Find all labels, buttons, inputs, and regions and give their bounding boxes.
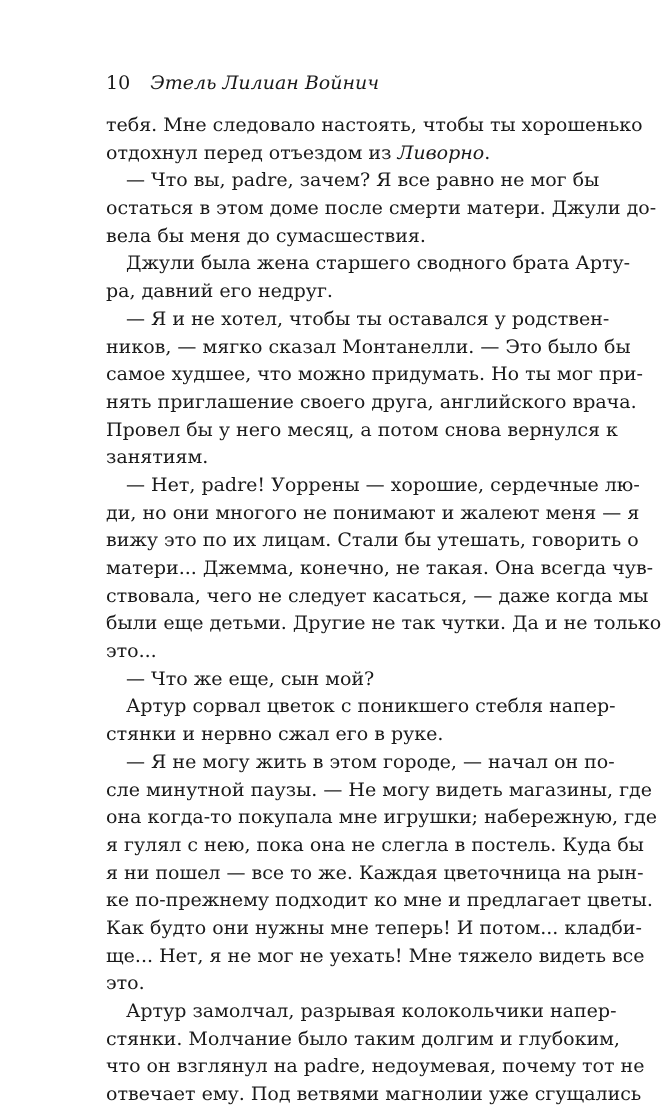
text-line: были еще детьми. Другие не так чутки. Да и не только — [106, 612, 661, 635]
text-line: остаться в этом доме после смерти матери. Джули до- — [106, 197, 657, 220]
paragraph — [106, 749, 658, 998]
paragraph — [106, 167, 657, 250]
text-line: отвечает ему. Под ветвями магнолии уже сгущались — [106, 1083, 642, 1106]
page-number: 10 — [106, 72, 131, 94]
text-line: — Нет, padre! Уоррены — хорошие, сердечные лю- — [126, 473, 640, 496]
text-line: это. — [106, 972, 145, 995]
paragraph — [106, 472, 661, 666]
italic-phrase: Ливорно — [397, 141, 485, 164]
text-line: стянки. Молчание было таким долгим и глубоким, — [106, 1027, 620, 1050]
text-line: Артур сорвал цветок с поникшего стебля напер- — [126, 695, 616, 718]
paragraph — [106, 306, 643, 472]
text-line: я ни пошел — все то же. Каждая цветочница на рын- — [106, 861, 644, 884]
text-line: ще... Нет, я не мог не уехать! Мне тяжело видеть все — [106, 944, 645, 967]
text-line: — Я и не хотел, чтобы ты оставался у родствен- — [126, 307, 610, 330]
text-line: ке по-прежнему подходит ко мне и предлагает цветы. — [106, 889, 653, 912]
text-line: что он взглянул на padre, недоумевая, почему тот не — [106, 1055, 645, 1078]
text-line: Как будто они нужны мне теперь! И потом... кладби- — [106, 916, 642, 939]
paragraph — [106, 250, 631, 305]
running-title: Этель Лилиан Войнич — [150, 72, 380, 94]
text-line: вижу это по их лицам. Стали бы утешать, говорить о — [106, 529, 639, 552]
text-line: тебя. Мне следовало настоять, чтобы ты хорошенько — [106, 114, 643, 136]
text-line: — Я не могу жить в этом городе, — начал он по- — [126, 750, 615, 773]
text-line: это... — [106, 640, 157, 663]
text-line: отдохнул перед отъездом из Ливорно. — [106, 141, 491, 164]
text-line: нять приглашение своего друга, английского врача. — [106, 390, 637, 413]
text-line: — Что вы, padre, зачем? Я все равно не мог бы — [126, 169, 600, 192]
text-line: ра, давний его недруг. — [106, 280, 333, 303]
body-text — [106, 112, 661, 1109]
text-line: ствовала, чего не следует касаться, — даже когда мы — [106, 584, 649, 607]
text-line: Джули была жена старшего сводного брата Арту- — [126, 252, 631, 275]
text-line: — Что же еще, сын мой? — [126, 667, 375, 690]
text-line: вела бы меня до сумасшествия. — [106, 224, 426, 247]
text-line: ди, но они многого не понимают и жалеют меня — я — [106, 501, 640, 524]
paragraph — [106, 998, 645, 1109]
text-line: стянки и нервно сжал его в руке. — [106, 723, 444, 746]
text-line: Артур замолчал, разрывая колокольчики напер- — [126, 1000, 617, 1022]
text-line: сле минутной паузы. — Не могу видеть магазины, где — [106, 778, 652, 801]
running-head — [106, 71, 379, 95]
paragraph — [106, 112, 643, 167]
text-line: я гулял с нею, пока она не слегла в постель. Куда бы — [106, 833, 644, 856]
text-line: она когда-то покупала мне игрушки; набережную, где — [106, 806, 658, 829]
text-line: занятиям. — [106, 446, 209, 469]
paragraph — [106, 693, 616, 748]
text-line: Провел бы у него месяц, а потом снова вернулся к — [106, 418, 618, 441]
text-line: ников, — мягко сказал Монтанелли. — Это было бы — [106, 335, 631, 358]
text-line: матери... Джемма, конечно, не такая. Она всегда чув- — [106, 557, 654, 579]
text-line: самое худшее, что можно придумать. Но ты мог при- — [106, 363, 643, 386]
paragraph — [106, 666, 572, 694]
